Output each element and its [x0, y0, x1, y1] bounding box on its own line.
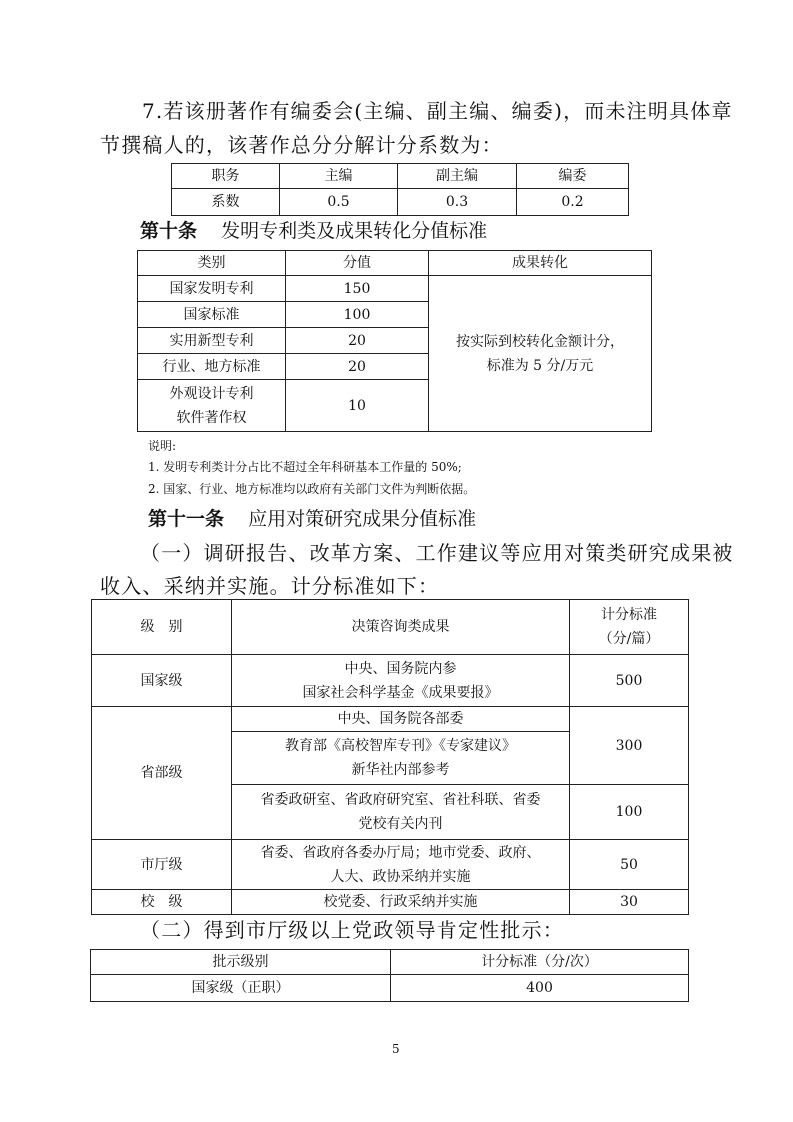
- score-cell: 100: [570, 785, 689, 840]
- header-instruction-level: 批示级别: [91, 950, 391, 975]
- note-2: 2. 国家、行业、地方标准均以政府有关部门文件为判断依据。: [148, 482, 476, 496]
- table-row: [92, 707, 689, 732]
- result-cell: 中央、国务院各部委: [232, 707, 570, 732]
- level-school: 校 级: [92, 890, 232, 915]
- result-cell: [232, 732, 570, 785]
- category-line1: 外观设计专利: [169, 385, 254, 402]
- row-label: 系数: [172, 189, 280, 216]
- coefficient-table: [171, 163, 629, 216]
- header-score-line2: （分/篇）: [598, 631, 660, 647]
- chief-coefficient: 0.5: [280, 189, 398, 216]
- result-cell: [232, 840, 570, 890]
- transfer-cell: [429, 276, 652, 432]
- level-national: 国家级: [92, 655, 232, 707]
- header-editor: 编委: [517, 164, 629, 189]
- result-cell: [232, 655, 570, 707]
- table-row: [92, 890, 689, 915]
- result-cell: 校党委、行政采纳并实施: [232, 890, 570, 915]
- para7-line1: 7.若该册著作有编委会(主编、副主编、编委)，而未注明具体章: [142, 99, 733, 123]
- result-line2: 人大、政协采纳并实施: [330, 868, 471, 885]
- level-provincial: 省部级: [92, 707, 232, 840]
- table-row: [91, 975, 689, 1002]
- patent-score-table: [137, 250, 652, 432]
- section-1-line2: 收入、采纳并实施。计分标准如下：: [100, 574, 440, 598]
- result-line1: 中央、国务院内参: [344, 660, 457, 677]
- article-title: 发明专利类及成果转化分值标准: [221, 220, 488, 242]
- para7-line2: 节撰稿人的，该著作总分分解计分系数为：: [100, 133, 503, 157]
- score-cell: 30: [570, 890, 689, 915]
- header-score-line1: 计分标准: [601, 607, 657, 623]
- table-row: [92, 600, 689, 655]
- score-cell: 400: [391, 975, 689, 1002]
- page-number: 5: [392, 1042, 400, 1056]
- table-row: [138, 276, 652, 302]
- header-score: 分值: [286, 251, 429, 276]
- section-1-line1: （一）调研报告、改革方案、工作建议等应用对策类研究成果被: [140, 541, 734, 565]
- score-cell: 20: [286, 354, 429, 380]
- score-cell: 20: [286, 328, 429, 354]
- header-result: 决策咨询类成果: [232, 600, 570, 655]
- result-line2: 国家社会科学基金《成果要报》: [302, 684, 499, 701]
- header-level: 级 别: [92, 600, 232, 655]
- score-cell: 10: [286, 380, 429, 432]
- deputy-coefficient: 0.3: [398, 189, 517, 216]
- table-row: [92, 840, 689, 890]
- table-row: [172, 189, 629, 216]
- category-cell: [138, 380, 286, 432]
- score-cell: 500: [570, 655, 689, 707]
- transfer-line2: 标准为 5 分/万元: [486, 357, 594, 374]
- level-city: 市厅级: [92, 840, 232, 890]
- category-cell: 国家标准: [138, 302, 286, 328]
- result-line1: 省委政研室、省政府研究室、省社科联、省委: [260, 792, 541, 808]
- table-row: [172, 164, 629, 189]
- header-score: [570, 600, 689, 655]
- article-11-heading: [148, 506, 476, 532]
- article-number: 第十一条: [148, 508, 225, 530]
- article-10-heading: [140, 218, 487, 244]
- article-title: 应用对策研究成果分值标准: [248, 508, 477, 530]
- instruction-table: [90, 949, 689, 1002]
- instruction-level-cell: 国家级（正职）: [91, 975, 391, 1002]
- table-row: [91, 950, 689, 975]
- header-category: 类别: [138, 251, 286, 276]
- table-row: [92, 655, 689, 707]
- section-2-line: （二）得到市厅级以上党政领导肯定性批示：: [140, 918, 564, 942]
- result-cell: [232, 785, 570, 840]
- article-number: 第十条: [140, 220, 198, 242]
- editor-coefficient: 0.2: [517, 189, 629, 216]
- score-cell: 150: [286, 276, 429, 302]
- result-line1: 教育部《高校智库专刊》《专家建议》: [285, 738, 516, 754]
- table-row: [138, 251, 652, 276]
- header-chief-editor: 主编: [280, 164, 398, 189]
- category-line2: 软件著作权: [176, 409, 247, 426]
- header-score-standard: 计分标准（分/次）: [391, 950, 689, 975]
- score-cell: 300: [570, 707, 689, 785]
- transfer-line1: 按实际到校转化金额计分，: [456, 333, 624, 350]
- category-cell: 行业、地方标准: [138, 354, 286, 380]
- header-transfer: 成果转化: [429, 251, 652, 276]
- header-position: 职务: [172, 164, 280, 189]
- header-deputy-editor: 副主编: [398, 164, 517, 189]
- notes-title: 说明:: [148, 439, 177, 453]
- category-cell: 国家发明专利: [138, 276, 286, 302]
- score-cell: 50: [570, 840, 689, 890]
- result-line2: 新华社内部参考: [351, 762, 450, 778]
- policy-research-table: [91, 599, 689, 915]
- note-1: 1. 发明专利类计分占比不超过全年科研基本工作量的 50%;: [148, 460, 462, 474]
- result-line2: 党校有关内刊: [358, 816, 443, 832]
- score-cell: 100: [286, 302, 429, 328]
- result-line1: 省委、省政府各委办厅局；地市党委、政府、: [260, 844, 541, 861]
- category-cell: 实用新型专利: [138, 328, 286, 354]
